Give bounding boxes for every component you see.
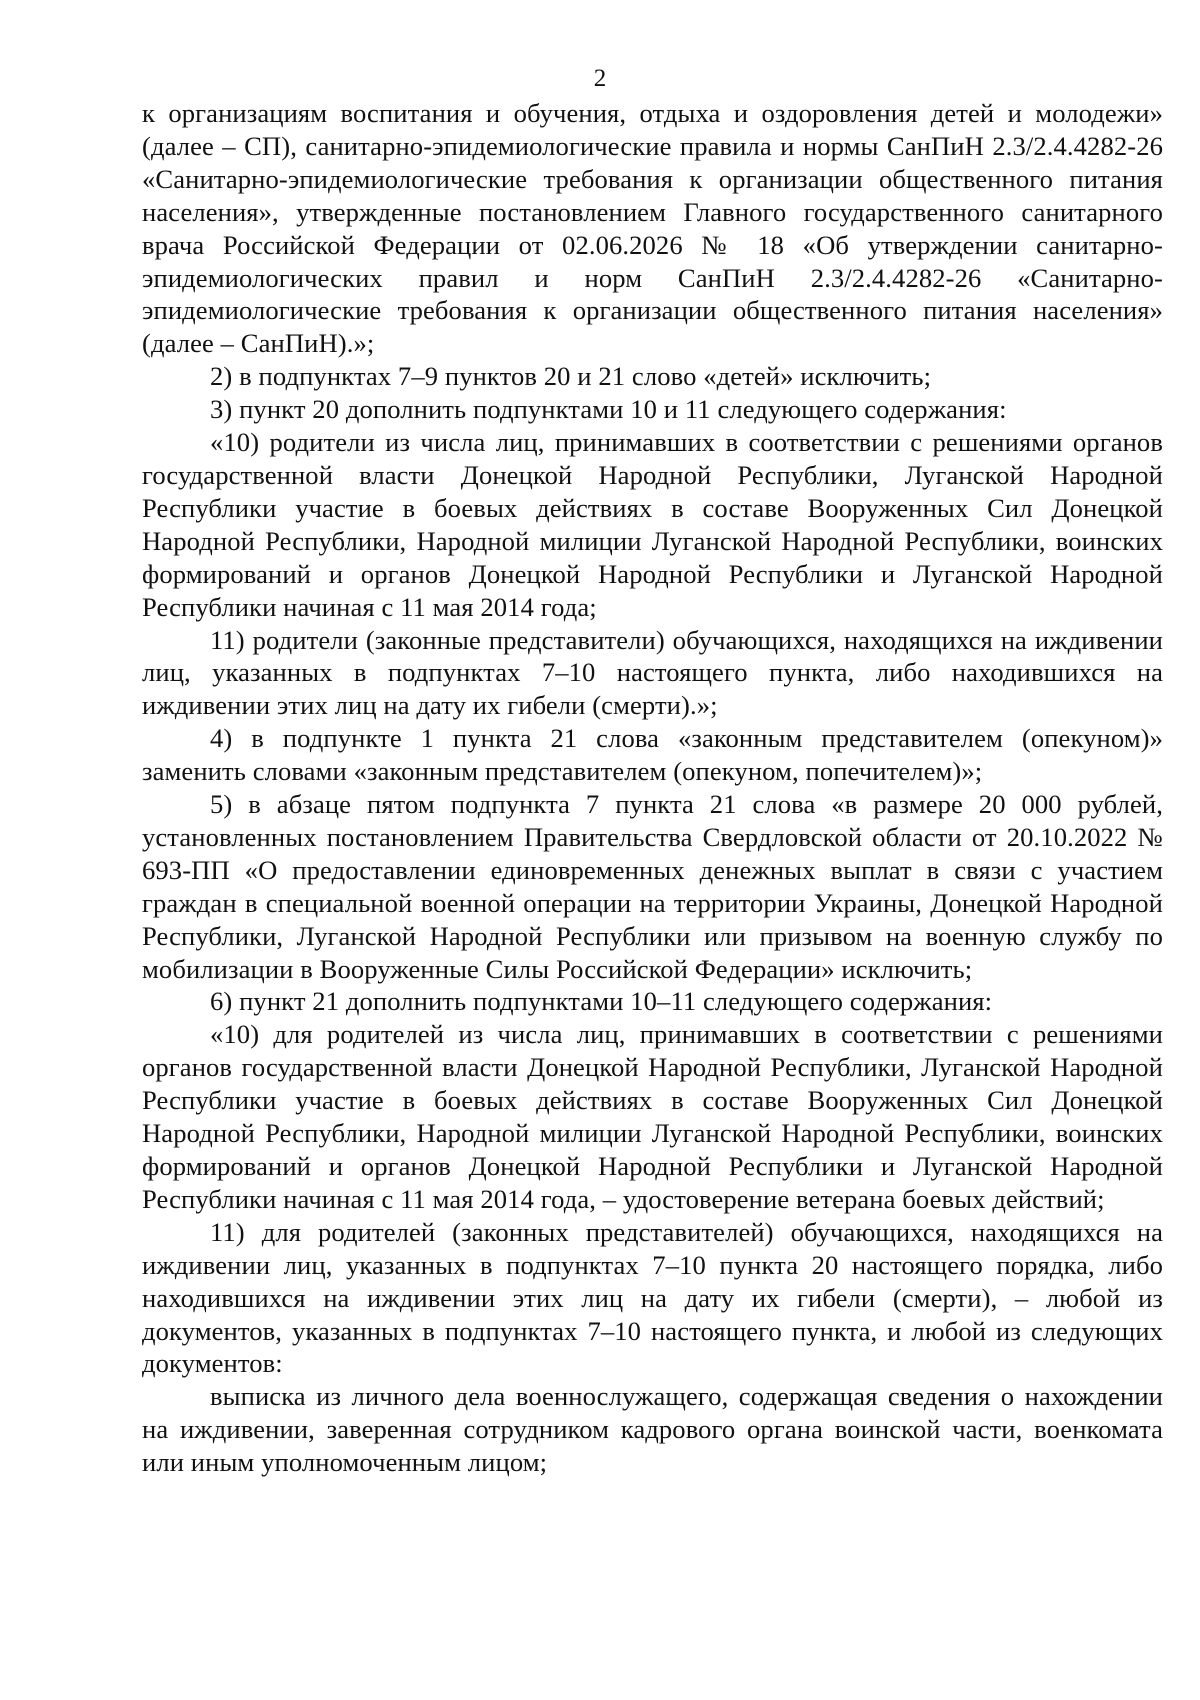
paragraph-subitem-10-point-21: «10) для родителей из числа лиц, принимавших в соответствии с решениями органов государственной власти Донецкой Народной Республики, Луганской Народной Республики участие в боевых действиях в составе Вооруженных Сил Донецкой Народной Республики, Народной милиции Луганской Народной Республики, воинских формирований и органов Донецкой Народной Республики и Луганской Народной Республики начиная с 11 мая 2014 года, – удостоверение ветерана боевых действий; <box>142 1019 1163 1214</box>
paragraph-continuation-sp-sanpin: к организациям воспитания и обучения, отдыха и оздоровления детей и молодежи» (далее – СП), санитарно-эпидемиологические правила и нормы СанПиН 2.3/2.4.4282-26 «Санитарно-эпидемиологические требования к организации общественного питания населения», утвержденные постановлением Главного государственного санитарного врача Российской Федерации от 02.06.2026 № 18 «Об утверждении санитарно-эпидемиологических правил и норм СанПиН 2.3/2.4.4282-26 «Санитарно-эпидемиологические требования к организации общественного питания населения» (далее – СанПиН).»; <box>142 98 1163 359</box>
paragraph-extract-personal-file: выписка из личного дела военнослужащего, содержащая сведения о нахождении на иждивении, заверенная сотрудником кадрового органа воинской части, военкомата или иным уполномоченным лицом; <box>142 1381 1163 1478</box>
document-body <box>142 97 1163 1479</box>
paragraph-item-5: 5) в абзаце пятом подпункта 7 пункта 21 слова «в размере 20 000 рублей, установленных постановлением Правительства Свердловской области от 20.10.2022 № 693-ПП «О предоставлении единовременных денежных выплат в связи с участием граждан в специальной военной операции на территории Украины, Донецкой Народной Республики, Луганской Народной Республики или призывом на военную службу по мобилизации в Вооруженные Силы Российской Федерации» исключить; <box>142 789 1163 984</box>
page-number: 2 <box>593 65 607 92</box>
paragraph-item-3: 3) пункт 20 дополнить подпунктами 10 и 11 следующего содержания: <box>210 394 1007 425</box>
paragraph-item-6: 6) пункт 21 дополнить подпунктами 10–11 следующего содержания: <box>210 986 993 1017</box>
paragraph-item-2: 2) в подпунктах 7–9 пунктов 20 и 21 слово «детей» исключить; <box>210 361 932 392</box>
paragraph-subitem-10-point-20: «10) родители из числа лиц, принимавших в соответствии с решениями органов государственной власти Донецкой Народной Республики, Луганской Народной Республики участие в боевых действиях в составе Вооруженных Сил Донецкой Народной Республики, Народной милиции Луганской Народной Республики, воинских формирований и органов Донецкой Народной Республики и Луганской Народной Республики начиная с 11 мая 2014 года; <box>142 427 1163 622</box>
paragraph-subitem-11-point-20: 11) родители (законные представители) обучающихся, находящихся на иждивении лиц, указанных в подпунктах 7–10 настоящего пункта, либо находившихся на иждивении этих лиц на дату их гибели (смерти).»; <box>142 624 1163 721</box>
paragraph-subitem-11-point-21: 11) для родителей (законных представителей) обучающихся, находящихся на иждивении лиц, указанных в подпунктах 7–10 пункта 20 настоящего порядка, либо находившихся на иждивении этих лиц на дату их гибели (смерти), – любой из документов, указанных в подпунктах 7–10 настоящего пункта, и любой из следующих документов: <box>142 1216 1163 1379</box>
paragraph-item-4: 4) в подпункте 1 пункта 21 слова «законным представителем (опекуном)» заменить словами «законным представителем (опекуном, попечителем)»; <box>142 723 1163 787</box>
